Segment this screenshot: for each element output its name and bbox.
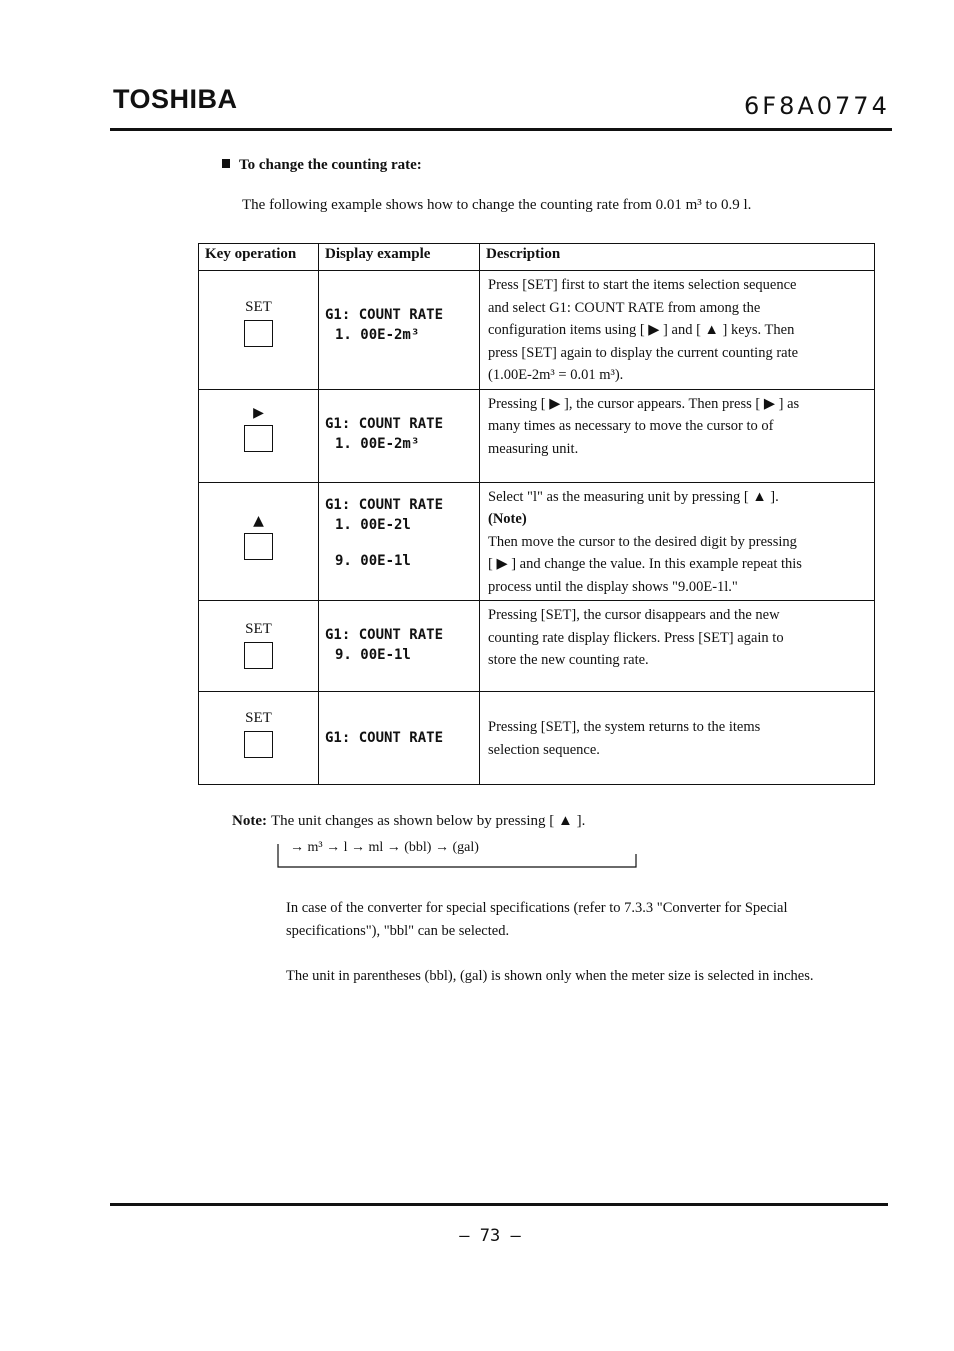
description-cell <box>480 271 875 390</box>
description-line: store the new counting rate. <box>488 652 649 668</box>
table-row <box>199 389 875 482</box>
description-line: configuration items using [ ▶ ] and [ ▲ ] keys. Then <box>488 322 795 338</box>
description-line: counting rate display flickers. Press [SET] again to <box>488 629 784 646</box>
table-row <box>199 692 875 785</box>
display-line: G1: COUNT RATE <box>325 415 444 432</box>
table-row <box>199 601 875 692</box>
description-line: and select G1: COUNT RATE from among the <box>488 299 761 316</box>
display-line: 1. 00E-2m³ <box>335 435 420 452</box>
page-number: – 73 – <box>459 1226 521 1246</box>
note-label: Note: <box>232 813 267 829</box>
paragraph: In case of the converter for special specifications (refer to 7.3.3 "Converter for Special specifications"), "bbl" can be selected. <box>286 900 788 939</box>
description-line: Pressing [SET], the cursor disappears and the new <box>488 607 780 623</box>
display-example-cell <box>319 692 480 785</box>
display-line: G1: COUNT RATE <box>325 496 444 513</box>
key-operation-table <box>198 243 875 785</box>
display-line: 1. 00E-2l <box>335 516 411 533</box>
display-line: G1: COUNT RATE <box>325 730 444 746</box>
up-arrow-icon: ▲ <box>253 512 264 529</box>
key-operation-cell <box>199 271 319 390</box>
section-heading-text: To change the counting rate: <box>239 157 422 173</box>
key-label: SET <box>245 710 272 726</box>
display-line: 9. 00E-1l <box>335 647 411 663</box>
set-key-icon <box>244 642 273 669</box>
section-heading <box>222 157 422 174</box>
description-line: Select "l" as the measuring unit by pressing [ ▲ ]. <box>488 488 779 505</box>
description-line: many times as necessary to move the cursor to of <box>488 418 774 434</box>
description-line: Then move the cursor to the desired digit by pressing <box>488 533 797 550</box>
description-cell <box>480 389 875 482</box>
description-cell <box>480 601 875 692</box>
display-line: G1: COUNT RATE <box>325 627 444 643</box>
right-key-icon <box>244 425 273 452</box>
brand-logo: TOSHIBA <box>113 84 238 114</box>
key-operation-cell <box>199 601 319 692</box>
set-key-icon <box>244 731 273 758</box>
description-line: [ ▶ ] and change the value. In this example repeat this <box>488 556 802 572</box>
display-example-cell <box>319 601 480 692</box>
key-label: SET <box>245 621 272 637</box>
description-line: press [SET] again to display the current counting rate <box>488 344 799 361</box>
description-line: selection sequence. <box>488 741 600 758</box>
note-text: The unit changes as shown below by pressing [ ▲ ]. <box>270 813 586 829</box>
column-header: Description <box>480 244 875 271</box>
note <box>232 813 585 830</box>
description-line: (1.00E-2m³ = 0.01 m³). <box>488 367 624 383</box>
key-label: SET <box>245 299 272 315</box>
paragraph: The unit in parentheses (bbl), (gal) is shown only when the meter size is selected in inches. <box>286 968 814 984</box>
right-arrow-icon: ▶ <box>253 404 264 421</box>
description-line: Press [SET] first to start the items selection sequence <box>488 277 797 293</box>
bullet-icon <box>222 159 230 168</box>
table-header-row <box>199 244 875 271</box>
set-key-icon <box>244 320 273 347</box>
up-key-icon <box>244 533 273 560</box>
description-note-label: (Note) <box>488 511 527 527</box>
display-line: G1: COUNT RATE <box>325 307 444 323</box>
display-example-cell <box>319 271 480 390</box>
table-row <box>199 482 875 601</box>
description-cell <box>480 482 875 601</box>
display-line: 9. 00E-1l <box>335 552 411 569</box>
document-number: 6F8A0774 <box>744 92 890 120</box>
key-operation-cell <box>199 482 319 601</box>
description-line: Pressing [SET], the system returns to the items <box>488 719 761 735</box>
header-rule <box>110 128 892 131</box>
description-cell <box>480 692 875 785</box>
key-operation-cell <box>199 389 319 482</box>
display-example-cell <box>319 482 480 601</box>
key-operation-cell <box>199 692 319 785</box>
display-line: 1. 00E-2m³ <box>335 327 420 343</box>
display-example-cell <box>319 389 480 482</box>
column-header: Key operation <box>199 244 319 271</box>
table-row <box>199 271 875 390</box>
column-header: Display example <box>319 244 480 271</box>
intro-text: The following example shows how to change the counting rate from 0.01 m³ to 0.9 l. <box>242 197 752 213</box>
footer-rule <box>110 1203 888 1206</box>
description-line: process until the display shows "9.00E-1l." <box>488 578 738 595</box>
description-line: measuring unit. <box>488 440 579 457</box>
unit-cycle-text: → m³ → l → ml → (bbl) → (gal) <box>290 840 479 855</box>
description-line: Pressing [ ▶ ], the cursor appears. Then press [ ▶ ] as <box>488 395 800 412</box>
